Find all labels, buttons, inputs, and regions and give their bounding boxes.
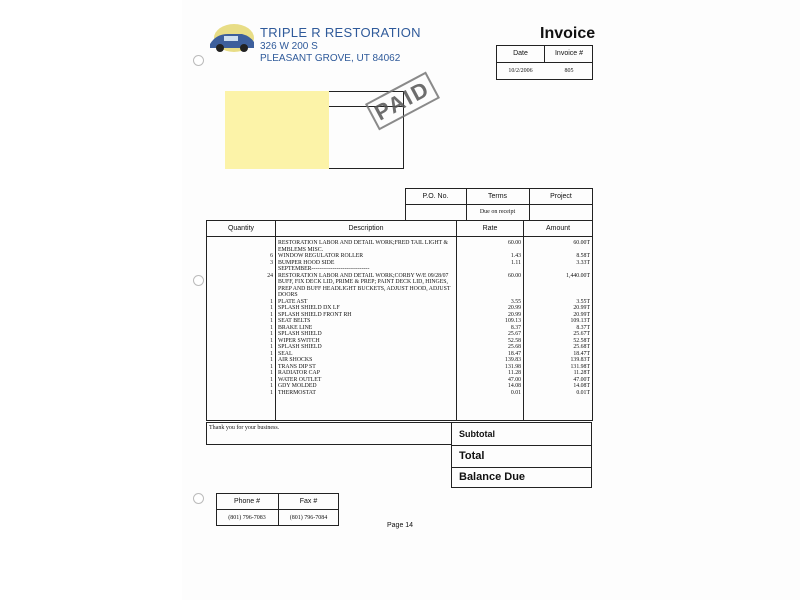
address-line-2: PLEASANT GROVE, UT 84062 (260, 53, 401, 64)
quantity-cell: 1 (207, 338, 276, 345)
rate-cell: 25.67 (457, 331, 524, 338)
rate-cell: 20.99 (457, 312, 524, 319)
invoice-date: 10/2/2006 (508, 68, 533, 74)
amount-cell: 52.58T (524, 338, 593, 345)
terms-value: Due on receipt (479, 209, 516, 215)
quantity-cell: 1 (207, 383, 276, 390)
invoice-number: 805 (564, 68, 574, 74)
rate-cell: 47.00 (457, 377, 524, 384)
amount-cell: 0.01T (524, 390, 593, 397)
rate-cell: 1.11 (457, 260, 524, 267)
balance-due-label: Balance Due (459, 471, 526, 483)
quantity-cell: 1 (207, 370, 276, 377)
table-filler-row (207, 396, 593, 421)
quantity-cell: 1 (207, 305, 276, 312)
rate-cell: 18.47 (457, 351, 524, 358)
project-label: Project (550, 193, 572, 200)
line-items-table (206, 220, 593, 421)
quantity-cell: 1 (207, 364, 276, 371)
amount-cell: 109.13T (524, 318, 593, 325)
amount-cell: 20.99T (524, 312, 593, 319)
description-cell: TRANS DIP ST (276, 364, 457, 371)
fax-number: (801) 796-7084 (289, 515, 328, 521)
amount-cell: 14.08T (524, 383, 593, 390)
quantity-cell: 1 (207, 318, 276, 325)
quantity-cell: 1 (207, 344, 276, 351)
date-label: Date (513, 50, 528, 57)
amount-cell: 3.55T (524, 299, 593, 306)
description-cell: THERMOSTAT (276, 390, 457, 397)
amount-cell: 8.37T (524, 325, 593, 332)
quantity-cell: 6 (207, 253, 276, 260)
rate-cell: 0.01 (457, 390, 524, 397)
sticky-note (225, 91, 329, 169)
description-cell: RESTORATION LABOR AND DETAIL WORK;CORBY W/E 09/28/07 BUFF, FIX DECK LID, PRIME & PREP; PAINT DECK LID, HINGES, PREP AND BUFF HEADLIGHT BUCKETS, ADJUST HOOD, ADJUST DOORS (276, 273, 457, 299)
amount-cell: 47.00T (524, 377, 593, 384)
car-logo-icon (206, 22, 256, 56)
rate-cell: 25.68 (457, 344, 524, 351)
quantity-cell (207, 237, 276, 254)
invoice-title: Invoice (540, 25, 596, 42)
rate-cell: 1.43 (457, 253, 524, 260)
amount-cell: 1,440.00T (524, 273, 593, 299)
company-address (260, 41, 400, 65)
rate-cell: 20.99 (457, 305, 524, 312)
description-cell: BUMPER HOOD SIDE (276, 260, 457, 267)
amount-cell: 139.83T (524, 357, 593, 364)
po-label: P.O. No. (422, 193, 449, 200)
quantity-cell: 24 (207, 273, 276, 299)
description-cell: PLATE AST (276, 299, 457, 306)
amount-cell: 25.68T (524, 344, 593, 351)
rate-cell: 139.83 (457, 357, 524, 364)
punch-hole (193, 493, 204, 504)
phone-label: Phone # (233, 498, 261, 505)
table-row (207, 237, 593, 254)
description-cell: WIPER SWITCH (276, 338, 457, 345)
quantity-cell: 1 (207, 351, 276, 358)
quantity-cell: 1 (207, 325, 276, 332)
rate-cell: 131.98 (457, 364, 524, 371)
amount-cell: 11.28T (524, 370, 593, 377)
quantity-cell: 1 (207, 312, 276, 319)
amount-cell: 3.33T (524, 260, 593, 267)
quantity-header: Quantity (207, 221, 276, 237)
address-line-1: 326 W 200 S (260, 41, 318, 52)
phone-number: (801) 796-7083 (228, 515, 266, 521)
paid-stamp: PAID (365, 72, 440, 131)
rate-cell: 3.55 (457, 299, 524, 306)
amount-cell: 18.47T (524, 351, 593, 358)
quantity-cell: 1 (207, 331, 276, 338)
rate-header: Rate (457, 221, 524, 237)
description-cell: RADIATOR CAP (276, 370, 457, 377)
table-header-row (207, 221, 593, 237)
description-cell: SPLASH SHIELD DX LF (276, 305, 457, 312)
description-cell: SPLASH SHIELD FRONT RH (276, 312, 457, 319)
description-header: Description (276, 221, 457, 237)
quantity-cell: 1 (207, 299, 276, 306)
rate-cell: 60.00 (457, 273, 524, 299)
amount-cell: 131.98T (524, 364, 593, 371)
thank-you-note: Thank you for your business. (206, 422, 452, 445)
description-cell: SEAL (276, 351, 457, 358)
punch-hole (193, 55, 204, 66)
description-cell: SPLASH SHIELD (276, 331, 457, 338)
subtotal-label: Subtotal (459, 429, 495, 439)
rate-cell: 109.13 (457, 318, 524, 325)
rate-cell: 11.28 (457, 370, 524, 377)
rate-cell: 8.37 (457, 325, 524, 332)
description-cell: WATER OUTLET (276, 377, 457, 384)
description-cell: SEPTEMBER------------------------------ (276, 266, 457, 273)
rate-cell: 52.58 (457, 338, 524, 345)
quantity-cell: 3 (207, 260, 276, 267)
table-row (207, 273, 593, 299)
amount-header: Amount (524, 221, 593, 237)
company-name: TRIPLE R RESTORATION (260, 25, 421, 40)
terms-label: Terms (487, 193, 508, 200)
rate-cell: 60.00 (457, 237, 524, 254)
description-cell: SPLASH SHIELD (276, 344, 457, 351)
fax-label: Fax # (299, 498, 318, 505)
amount-cell: 60.00T (524, 237, 593, 254)
amount-cell: 8.58T (524, 253, 593, 260)
amount-cell: 20.99T (524, 305, 593, 312)
invoice-number-label: Invoice # (554, 50, 584, 57)
rate-cell: 14.08 (457, 383, 524, 390)
description-cell: WINDOW REGULATOR ROLLER (276, 253, 457, 260)
quantity-cell: 1 (207, 377, 276, 384)
punch-hole (193, 275, 204, 286)
quantity-cell: 1 (207, 357, 276, 364)
description-cell: BRAKE LINE (276, 325, 457, 332)
total-label: Total (459, 450, 485, 462)
amount-cell: 25.67T (524, 331, 593, 338)
description-cell: RESTORATION LABOR AND DETAIL WORK;FRED TAIL LIGHT & EMBLEMS MISC. (276, 237, 457, 254)
description-cell: AIR SHOCKS (276, 357, 457, 364)
description-cell: SEAT BELTS (276, 318, 457, 325)
description-cell: GDY MOLDED (276, 383, 457, 390)
quantity-cell: 1 (207, 390, 276, 397)
page-number: Page 14 (387, 522, 414, 529)
